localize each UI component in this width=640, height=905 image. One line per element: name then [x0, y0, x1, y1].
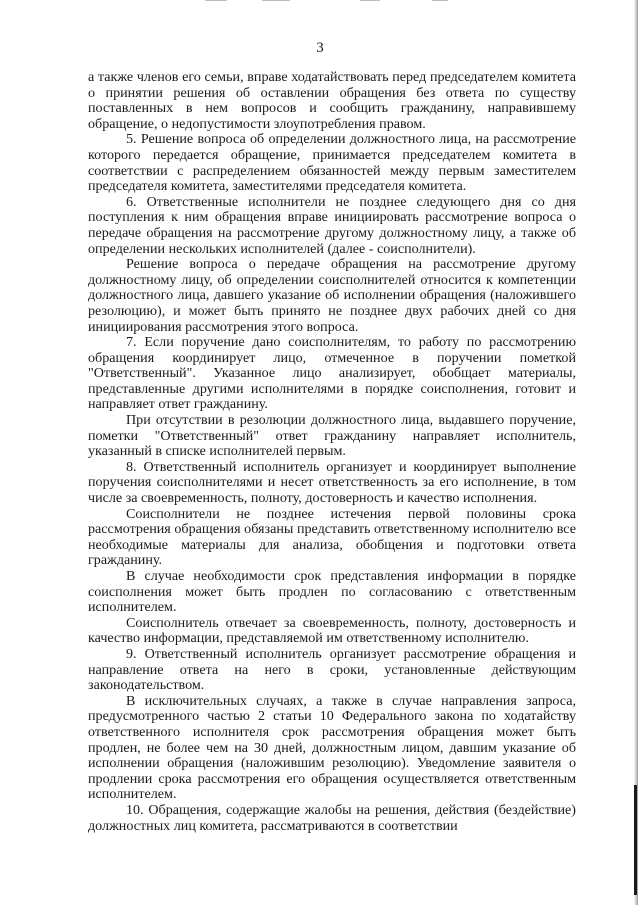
- paragraph: Соисполнители не позднее истечения первой половины срока рассмотрения обращения обязаны представить ответственному исполнителю все необходимые материалы для анализа, обобщения и подготовки ответа гражданину.: [88, 505, 576, 569]
- paragraph: 7. Если поручение дано соисполнителям, то работу по рассмотрению обращения координирует лицо, отмеченное в поручении пометкой "Ответственный". Указанное лицо анализирует, обобщает материалы, представленные другими исполнителями в порядке соисполнения, готовит и направляет ответ гражданину.: [88, 334, 576, 413]
- paragraph: Решение вопроса о передаче обращения на рассмотрение другому должностному лицу, об определении соисполнителей относится к компетенции должностного лица, давшего указание об исполнении обращения (наложившего резолюцию), и может быть принято не позднее двух рабочих дней со дня инициирования рассмотрения этого вопроса.: [88, 256, 576, 335]
- scan-page-edge-shadow: [634, 785, 637, 895]
- scan-top-mark: [262, 0, 290, 1]
- paragraph: В случае необходимости срок представления информации в порядке соисполнения может быть продлен по согласованию с ответственным исполнителем.: [88, 568, 576, 616]
- paragraph: Соисполнитель отвечает за своевременность, полноту, достоверность и качество информации, представляемой им ответственному исполнителю.: [88, 614, 576, 647]
- scan-top-mark: [432, 0, 448, 1]
- page-number: 3: [316, 40, 324, 56]
- paragraph: 6. Ответственные исполнители не позднее следующего дня со дня поступления к ним обращения вправе инициировать рассмотрение вопроса о передаче обращения на рассмотрение другому должностному лицу, а также об определении нескольких исполнителей (далее - соисполнители).: [88, 193, 576, 257]
- paragraph: При отсутствии в резолюции должностного лица, выдавшего поручение, пометки "Ответственный" ответ гражданину направляет исполнитель, указанный в списке исполнителей первым.: [88, 412, 576, 460]
- scan-top-mark: [360, 0, 380, 1]
- paragraph: а также членов его семьи, вправе ходатайствовать перед председателем комитета о принятии решения об оставлении обращения без ответа по существу поставленных в нем вопросов и сообщить гражданину, направившему обращение, о недопустимости злоупотребления правом.: [88, 69, 576, 132]
- paragraph: 8. Ответственный исполнитель организует и координирует выполнение поручения соисполнителями и несет ответственность за его исполнение, в том числе за своевременность, полноту, достоверность и качество исполнения.: [88, 458, 576, 507]
- document-body: [88, 70, 576, 834]
- paragraph: В исключительных случаях, а также в случае направления запроса, предусмотренного частью 2 статьи 10 Федерального закона по ходатайству ответственного исполнителя срок рассмотрения обращения может быть продлен, не более чем на 30 дней, должностным лицом, давшим указание об исполнении обращения (наложившим резолюцию). Уведомление заявителя о продлении срока рассмотрения его обращения осуществляется ответственным исполнителем.: [88, 692, 576, 803]
- scan-top-mark: [205, 0, 227, 1]
- scan-page-edge: [634, 0, 638, 905]
- paragraph: 9. Ответственный исполнитель организует рассмотрение обращения и направление ответа на него в сроки, установленные действующим законодательством.: [88, 645, 576, 694]
- paragraph: 10. Обращения, содержащие жалобы на решения, действия (бездействие) должностных лиц комитета, рассматриваются в соответствии: [88, 801, 576, 834]
- paragraph: 5. Решение вопроса об определении должностного лица, на рассмотрение которого передается обращение, принимается председателем комитета в соответствии с распределением обязанностей между первым заместителем председателя комитета, заместителями председателя комитета.: [88, 131, 576, 195]
